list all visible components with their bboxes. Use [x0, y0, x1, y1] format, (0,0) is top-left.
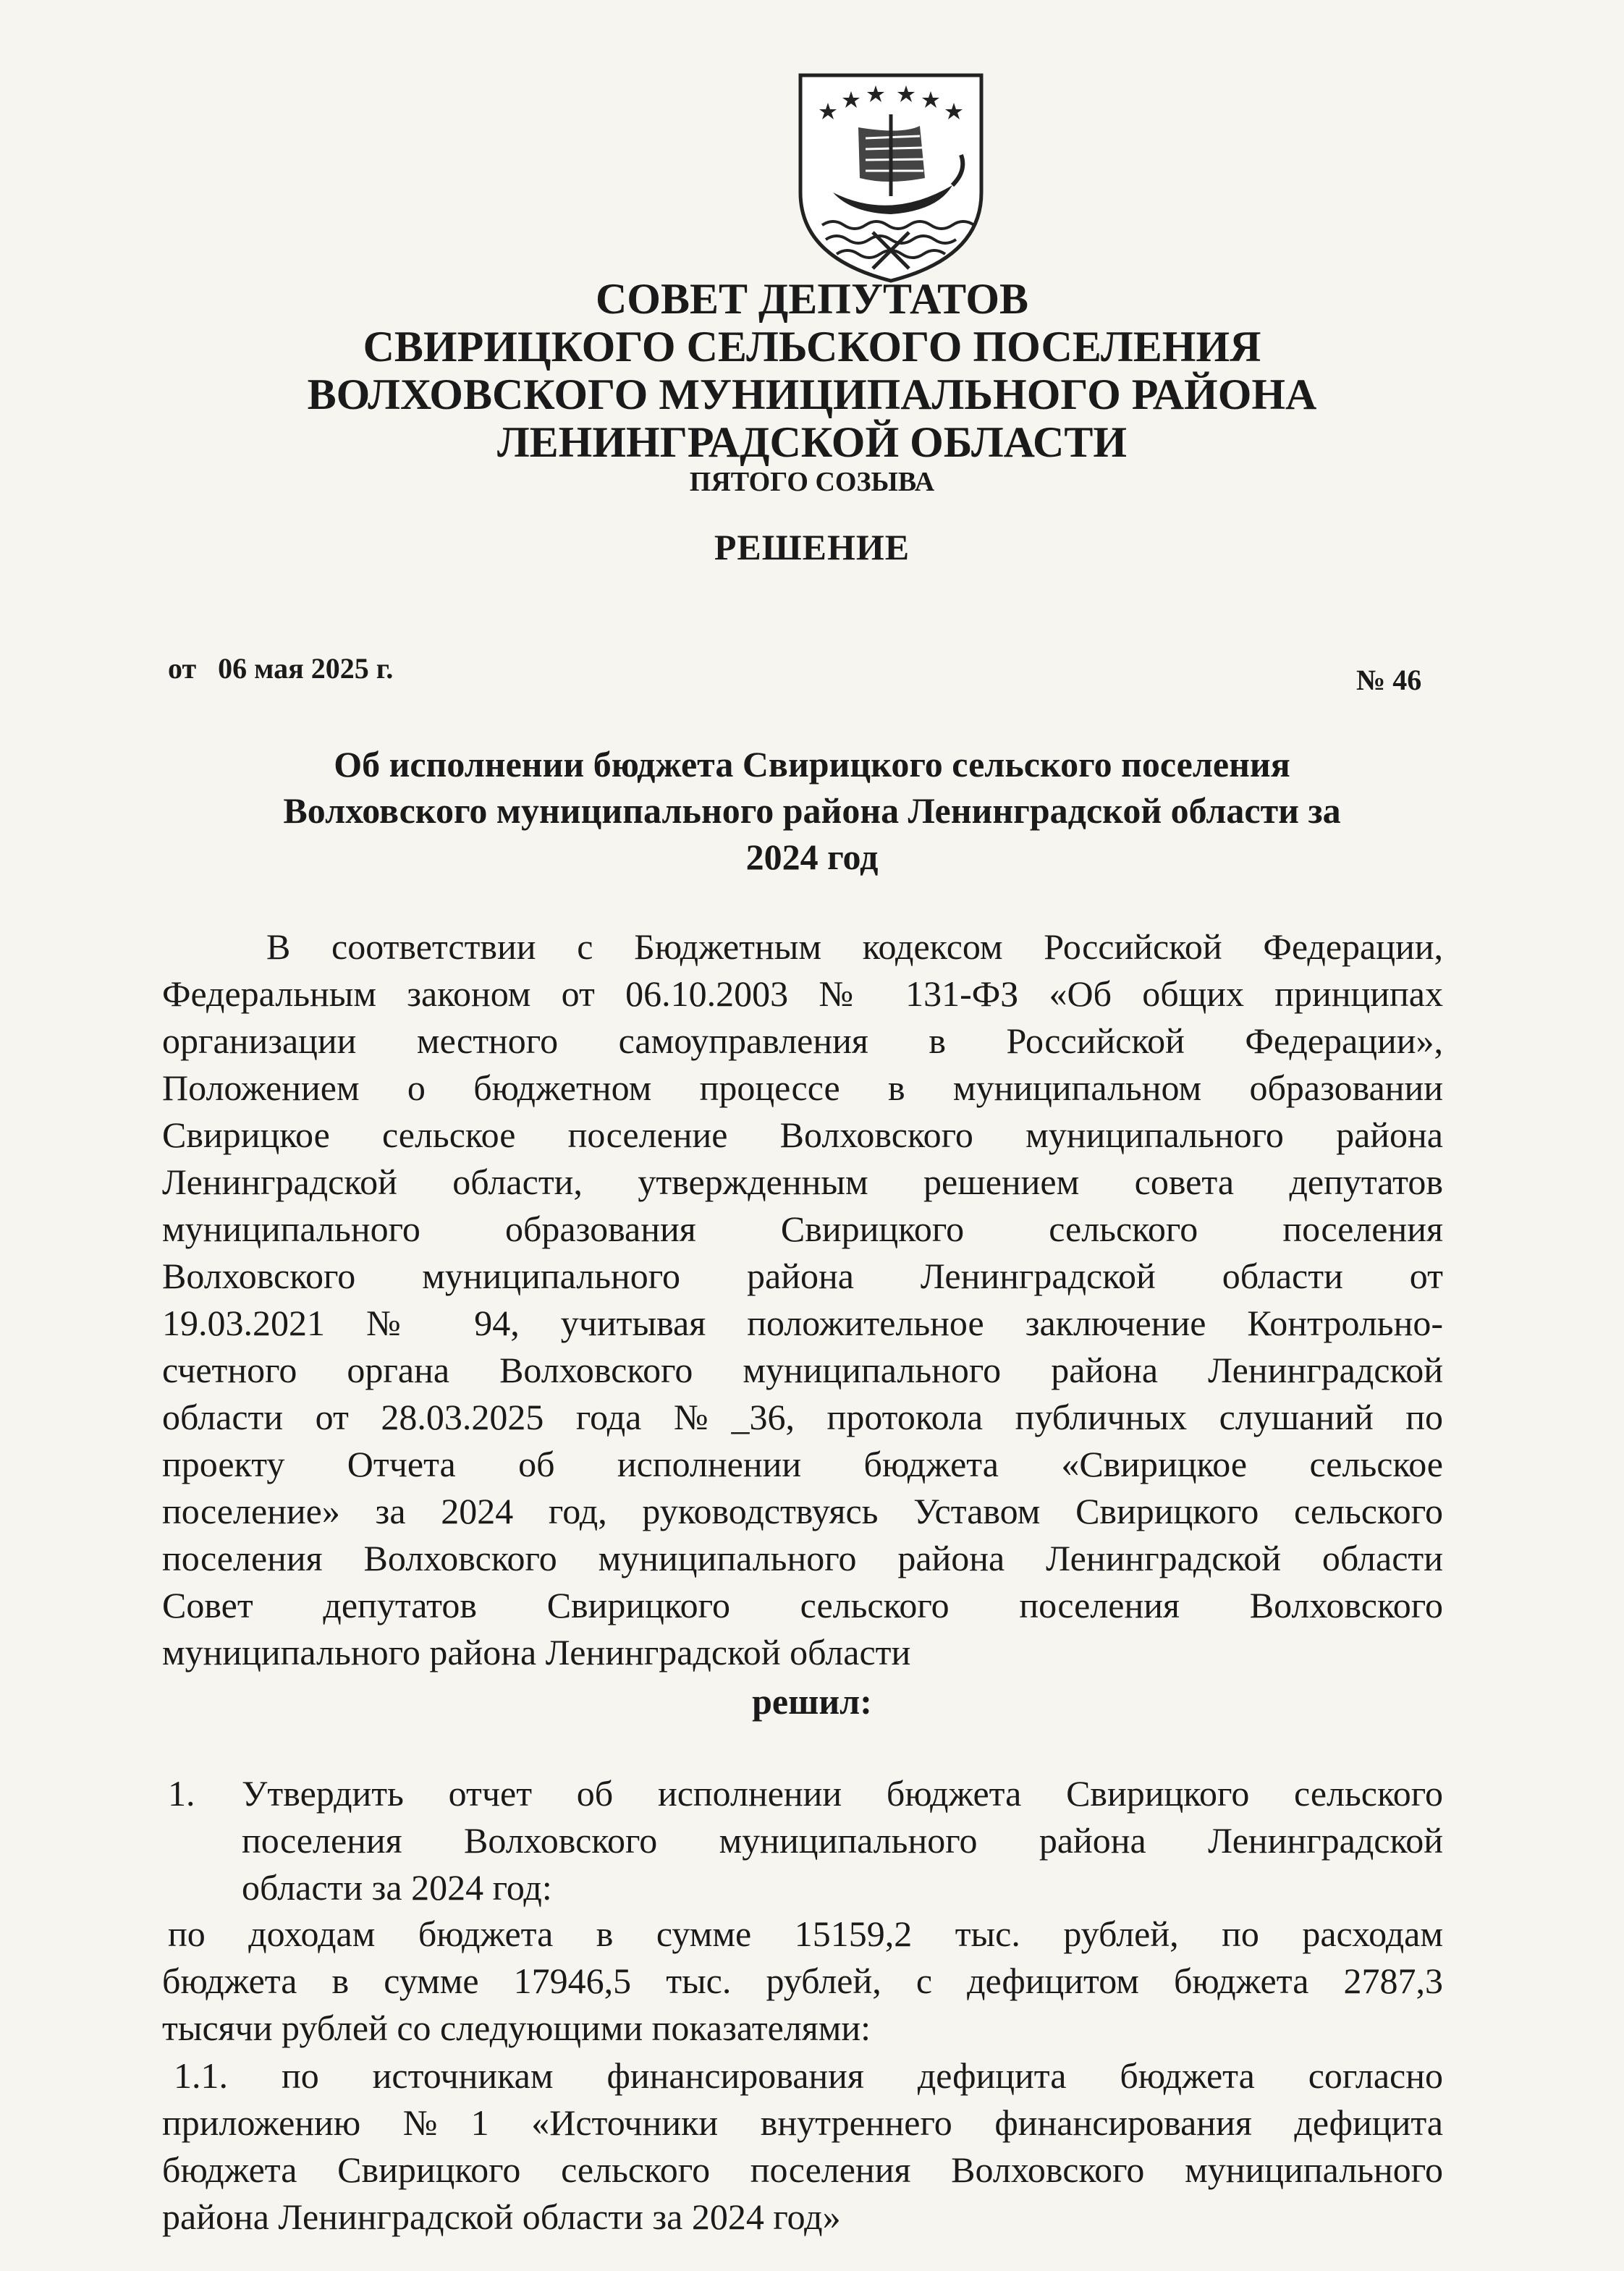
- text-line: 1.1. по источникам финансирования дефицита бюджета согласно: [174, 2055, 1443, 2096]
- district-name: ВОЛХОВСКОГО МУНИЦИПАЛЬНОГО РАЙОНА: [307, 371, 1317, 418]
- text-line: Утвердить отчет об исполнении бюджета Свирицкого сельского: [242, 1773, 1443, 1814]
- convocation: ПЯТОГО СОЗЫВА: [689, 467, 935, 497]
- totals-paragraph: [162, 1911, 1443, 2052]
- text-line: муниципального района Ленинградской области: [162, 1632, 911, 1672]
- text-line: Ленинградской области, утвержденным решением совета депутатов: [162, 1162, 1443, 1202]
- text-line: Федеральным законом от 06.10.2003 № 131-ФЗ «Об общих принципах: [162, 973, 1443, 1014]
- title-line: Волховского муниципального района Ленинградской области за: [283, 790, 1341, 831]
- settlement-name: СВИРИЦКОГО СЕЛЬСКОГО ПОСЕЛЕНИЯ: [363, 323, 1261, 371]
- preamble-paragraph: [162, 923, 1443, 1676]
- text-line: Совет депутатов Свирицкого сельского поселения Волховского: [162, 1585, 1443, 1625]
- text-line: района Ленинградской области за 2024 год»: [162, 2196, 841, 2237]
- text-line: Волховского муниципального района Ленинградской области от: [162, 1256, 1443, 1296]
- decision-number: № 46: [1356, 664, 1422, 696]
- decision-title: [145, 741, 1479, 880]
- text-line: тысячи рублей со следующими показателями:: [162, 2008, 871, 2048]
- decision-date: от 06 мая 2025 г.: [168, 652, 394, 685]
- text-line: по доходам бюджета в сумме 15159,2 тыс. рублей, по расходам: [168, 1913, 1443, 1954]
- coat-of-arms-ship-icon: [793, 69, 989, 287]
- text-line: поселения Волховского муниципального района Ленинградской: [242, 1820, 1443, 1861]
- text-line: 19.03.2021 № 94, учитывая положительное заключение Контрольно-: [162, 1303, 1443, 1343]
- text-line: области от 28.03.2025 года №_36, протокола публичных слушаний по: [162, 1397, 1443, 1437]
- text-line: организации местного самоуправления в Российской Федерации»,: [162, 1020, 1443, 1061]
- text-line: области за 2024 год:: [242, 1867, 552, 1908]
- council-title: СОВЕТ ДЕПУТАТОВ: [595, 275, 1029, 323]
- text-line: поселения Волховского муниципального района Ленинградской области: [162, 1538, 1443, 1578]
- region-name: ЛЕНИНГРАДСКОЙ ОБЛАСТИ: [496, 418, 1128, 466]
- document-type: РЕШЕНИЕ: [714, 527, 910, 567]
- resolved-heading: решил:: [752, 1681, 872, 1722]
- text-line: счетного органа Волховского муниципального района Ленинградской: [162, 1350, 1443, 1390]
- text-line: бюджета в сумме 17946,5 тыс. рублей, с дефицитом бюджета 2787,3: [162, 1961, 1443, 2001]
- item-1-1-paragraph: [162, 2052, 1443, 2241]
- item-1-text: [242, 1770, 1443, 1911]
- item-number: 1.: [168, 1773, 195, 1814]
- text-line: муниципального образования Свирицкого сельского поселения: [162, 1209, 1443, 1249]
- text-line: приложению №1 «Источники внутреннего финансирования дефицита: [162, 2102, 1443, 2143]
- text-line: В соответствии с Бюджетным кодексом Российской Федерации,: [266, 926, 1443, 967]
- text-line: Свирицкое сельское поселение Волховского муниципального района: [162, 1115, 1443, 1155]
- title-line: Об исполнении бюджета Свирицкого сельского поселения: [334, 744, 1290, 785]
- text-line: бюджета Свирицкого сельского поселения Волховского муниципального: [162, 2149, 1443, 2190]
- text-line: проекту Отчета об исполнении бюджета «Свирицкое сельское: [162, 1444, 1443, 1484]
- text-line: поселение» за 2024 год, руководствуясь Уставом Свирицкого сельского: [162, 1491, 1443, 1531]
- title-line: 2024 год: [745, 837, 879, 877]
- text-line: Положением о бюджетном процессе в муниципальном образовании: [162, 1067, 1443, 1108]
